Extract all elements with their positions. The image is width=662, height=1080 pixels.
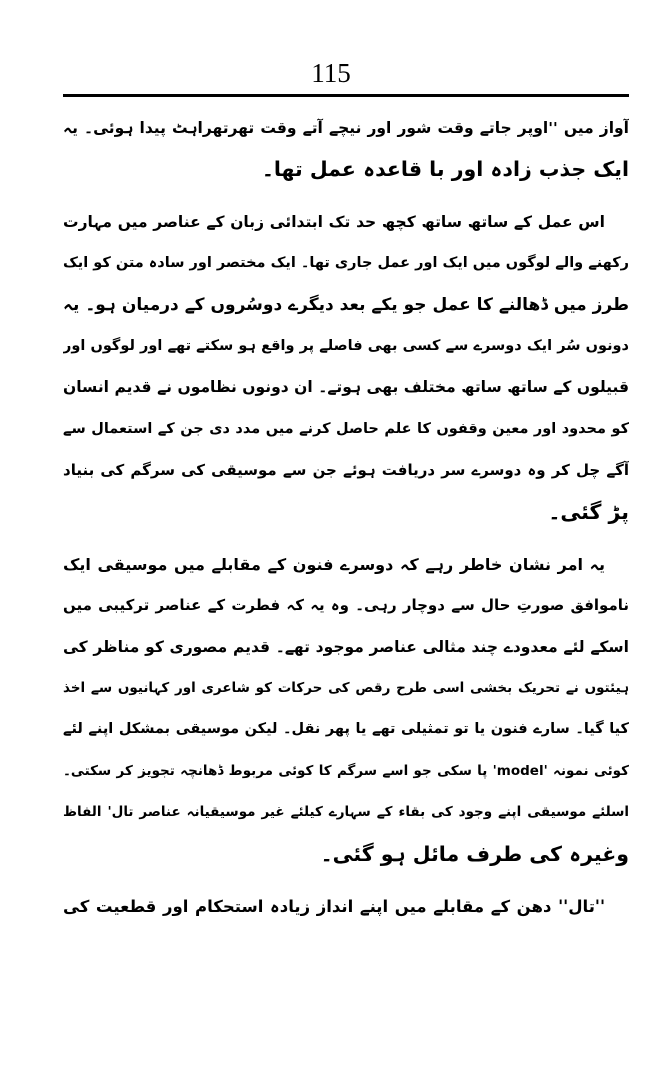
page-number: 115 — [311, 58, 351, 88]
paragraph — [63, 202, 629, 533]
text-line: یہ امر نشان خاطر رہے کہ دوسرے فنون کے مقابلے میں موسیقی ایک — [63, 554, 605, 574]
text-line: آگے چل کر وہ دوسرے سر دریافت ہوئے جن سے موسیقی کی سرگم کی بنیاد — [63, 461, 629, 480]
text-line: دونوں سُر ایک دوسرے سے کسی بھی فاصلے پر واقع ہو سکتے تھے اور لوگوں اور — [63, 337, 629, 354]
paragraph-gap — [63, 875, 629, 886]
text-line: طرز میں ڈھالنے کا عمل جو یکے بعد دیگرے دوسُروں کے درمیان ہو۔ یہ — [63, 294, 629, 315]
paragraph-gap — [63, 191, 629, 202]
text-line: قبیلوں کے ساتھ ساتھ مختلف بھی ہوتے۔ ان دونوں نظاموں نے قدیم انسان — [63, 378, 629, 397]
text-line: کیا گیا۔ سارے فنون یا تو تمثیلی تھے یا پھر نقل۔ لیکن موسیقی بمشکل اپنے لئے — [63, 721, 629, 738]
text-line: پڑ گئی۔ — [548, 499, 629, 524]
paragraph — [63, 886, 629, 927]
body-text — [63, 108, 629, 927]
paragraph-gap — [63, 533, 629, 544]
text-line: کو محدود اور معین وقفوں کا علم حاصل کرنے میں مدد دی جن کے استعمال سے — [63, 420, 629, 437]
text-line: ہیئتوں نے تحریک بخشی اسی طرح رقص کی حرکات کو شاعری اور کہانیوں سے اخذ — [63, 680, 629, 697]
text-line: اسلئے موسیقی اپنے وجود کی بقاء کے سہارے کیلئے غیر موسیقیانہ عناصر تال' الفاظ — [63, 804, 629, 821]
text-line: اسکے لئے معدودے چند مثالی عناصر موجود تھے۔ قدیم مصوری کو مناظر کی — [63, 637, 629, 656]
header-rule — [63, 94, 629, 97]
text-line: آواز میں ''اوپر جاتے وقت شور اور نیچے آتے وقت تھرتھراہٹ پیدا ہوئی۔ یہ — [63, 119, 629, 137]
text-line: ایک جذب زادہ اور با قاعدہ عمل تھا۔ — [261, 157, 629, 182]
paragraph — [63, 544, 629, 875]
text-line: وغیرہ کی طرف مائل ہو گئی۔ — [320, 841, 629, 866]
text-line: ناموافق صورتِ حال سے دوچار رہی۔ وہ یہ کہ فطرت کے عناصر ترکیبی میں — [63, 596, 629, 615]
text-line: کوئی نمونہ 'model' پا سکی جو اسے سرگم کا کوئی مربوط ڈھانچہ تجویز کر سکتی۔ — [63, 762, 629, 779]
text-line: رکھنے والے لوگوں میں ایک اور عمل جاری تھا۔ ایک مختصر اور سادہ متن کو ایک — [63, 255, 629, 272]
text-line: اس عمل کے ساتھ ساتھ کچھ حد تک ابتدائی زبان کے عناصر میں مہارت — [63, 212, 605, 231]
text-line: ''تال'' دھن کے مقابلے میں اپنے انداز زیادہ استحکام اور قطعیت کی — [63, 897, 605, 917]
paragraph — [63, 108, 629, 191]
